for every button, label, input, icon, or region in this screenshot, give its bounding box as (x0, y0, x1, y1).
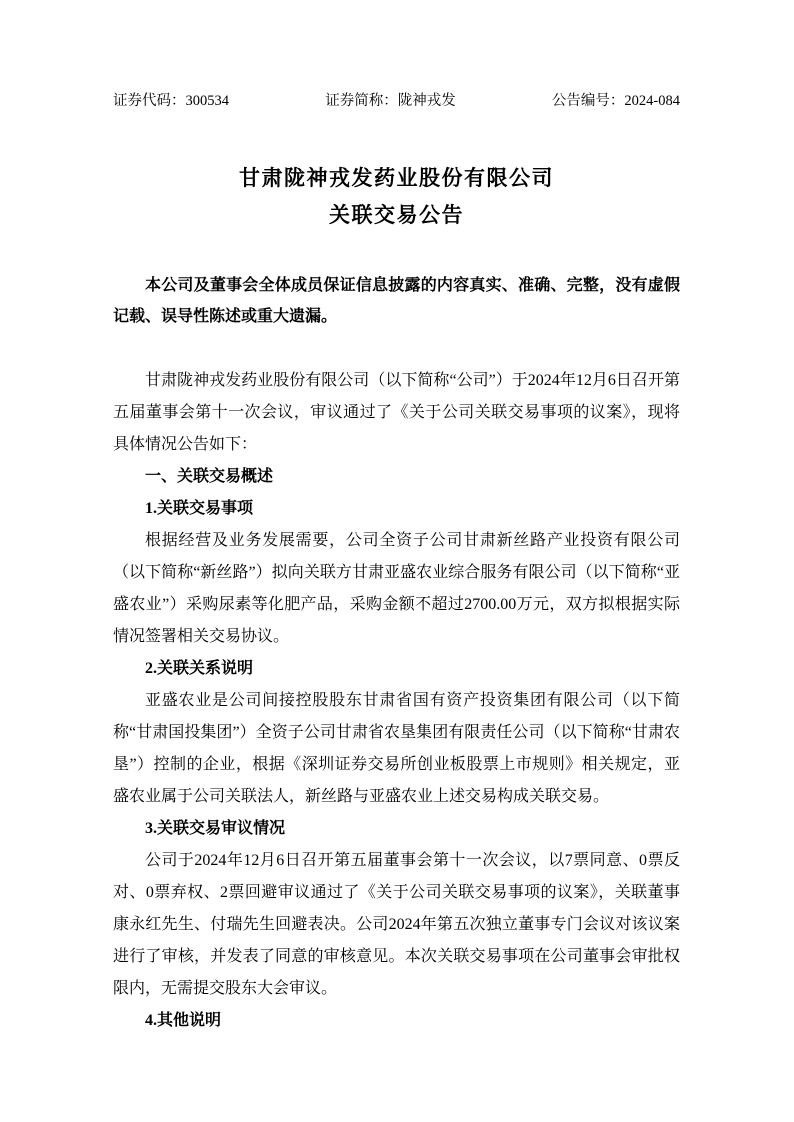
stock-code: 证券代码：300534 (113, 93, 229, 109)
subsection-heading-review: 3.关联交易审议情况 (145, 820, 286, 837)
company-name-title: 甘肃陇神戎发药业股份有限公司 (239, 166, 554, 190)
announcement-number: 公告编号：2024-084 (551, 93, 680, 109)
transaction-matter-paragraph: 根据经营及业务发展需要，公司全资子公司甘肃新丝路产业投资有限公司（以下简称“新丝路”）拟向关联方甘肃亚盛农业综合服务有限公司（以下简称“亚盛农业”）采购尿素等化肥产品，采购金额不超过2700.00万元，双方拟根据实际情况签署相关交易协议。 (113, 532, 680, 645)
document-header (113, 92, 680, 110)
title-block (113, 160, 680, 234)
subsection-heading-other: 4.其他说明 (145, 1012, 222, 1029)
stock-name: 证券简称：陇神戎发 (325, 93, 456, 109)
section-heading-overview: 一、关联交易概述 (145, 468, 274, 485)
document-body (113, 365, 680, 1037)
disclosure-statement: 本公司及董事会全体成员保证信息披露的内容真实、准确、完整，没有虚假记载、误导性陈述或重大遗漏。 (113, 277, 680, 325)
subsection-heading-relationship: 2.关联关系说明 (145, 660, 254, 677)
review-paragraph: 公司于2024年12月6日召开第五届董事会第十一次会议，以7票同意、0票反对、0票弃权、2票回避审议通过了《关于公司关联交易事项的议案》，关联董事康永红先生、付瑞先生回避表决。公司2024年第五次独立董事专门会议对该议案进行了审核，并发表了同意的审核意见。本次关联交易事项在公司董事会审批权限内，无需提交股东大会审议。 (113, 852, 680, 997)
subsection-heading-transaction-matter: 1.关联交易事项 (145, 500, 254, 517)
relationship-paragraph: 亚盛农业是公司间接控股股东甘肃省国有资产投资集团有限公司（以下简称“甘肃国投集团”）全资子公司甘肃省农垦集团有限责任公司（以下简称“甘肃农垦”）控制的企业，根据《深圳证券交易所创业板股票上市规则》相关规定，亚盛农业属于公司关联法人，新丝路与亚盛农业上述交易构成关联交易。 (113, 692, 680, 805)
intro-paragraph: 甘肃陇神戎发药业股份有限公司（以下简称“公司”）于2024年12月6日召开第五届董事会第十一次会议，审议通过了《关于公司关联交易事项的议案》，现将具体情况公告如下： (113, 372, 680, 453)
announcement-title: 关联交易公告 (329, 203, 464, 227)
